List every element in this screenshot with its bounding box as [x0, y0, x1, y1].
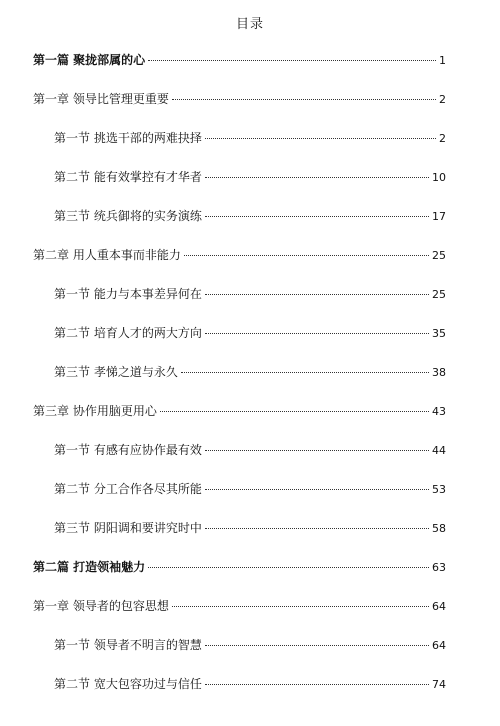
- toc-entry-page: 44: [432, 444, 446, 457]
- toc-entry-page: 2: [439, 93, 446, 106]
- toc-entry-section[interactable]: [0, 481, 500, 520]
- toc-entry-page: 64: [432, 639, 446, 652]
- toc-entry-part[interactable]: [0, 52, 500, 91]
- toc-entry-label: 第一篇 聚拢部属的心: [33, 53, 146, 67]
- toc-entry-section[interactable]: [0, 130, 500, 169]
- toc-entry-label: 第二篇 打造领袖魅力: [33, 560, 146, 574]
- toc-entry-page: 1: [439, 54, 446, 67]
- toc-entry-section[interactable]: [0, 676, 500, 715]
- toc-entry-page: 64: [432, 600, 446, 613]
- dot-leader: [205, 177, 429, 178]
- toc-entry-label: 第三章 协作用脑更用心: [33, 404, 157, 418]
- toc-entry-section[interactable]: [0, 208, 500, 247]
- toc-entry-label: 第一节 有感有应协作最有效: [54, 443, 202, 457]
- toc-entry-chapter[interactable]: [0, 598, 500, 637]
- toc-entry-label: 第一章 领导比管理更重要: [33, 92, 169, 106]
- toc-entry-page: 38: [432, 366, 446, 379]
- page-title: 目录: [235, 17, 264, 32]
- dot-leader: [181, 372, 429, 373]
- toc-entry-label: 第一章 领导者的包容思想: [33, 599, 169, 613]
- toc-entry-section[interactable]: [0, 286, 500, 325]
- dot-leader: [205, 216, 429, 217]
- dot-leader: [172, 606, 429, 607]
- toc-entry-section[interactable]: [0, 442, 500, 481]
- dot-leader: [184, 255, 429, 256]
- toc-entry-page: 43: [432, 405, 446, 418]
- toc-entry-label: 第二节 宽大包容功过与信任: [54, 677, 202, 691]
- toc-entry-page: 25: [432, 288, 446, 301]
- toc-entry-page: 35: [432, 327, 446, 340]
- toc-entry-page: 63: [432, 561, 446, 574]
- toc-entry-label: 第二节 分工合作各尽其所能: [54, 482, 202, 496]
- toc-entry-label: 第二节 培育人才的两大方向: [54, 326, 202, 340]
- dot-leader: [205, 294, 429, 295]
- toc-entry-section[interactable]: [0, 364, 500, 403]
- toc-entry-chapter[interactable]: [0, 403, 500, 442]
- dot-leader: [205, 489, 429, 490]
- toc-entry-label: 第三节 统兵御将的实务演练: [54, 209, 202, 223]
- dot-leader: [205, 333, 429, 334]
- dot-leader: [205, 645, 429, 646]
- toc-entry-label: 第一节 能力与本事差异何在: [54, 287, 202, 301]
- toc-entry-section[interactable]: [0, 520, 500, 559]
- toc-entry-page: 17: [432, 210, 446, 223]
- dot-leader: [160, 411, 429, 412]
- toc-entry-label: 第一节 挑选干部的两难抉择: [54, 131, 202, 145]
- toc-entry-label: 第一节 领导者不明言的智慧: [54, 638, 202, 652]
- toc-entry-label: 第三节 孝悌之道与永久: [54, 365, 178, 379]
- toc-entry-section[interactable]: [0, 637, 500, 676]
- toc-entry-section[interactable]: [0, 325, 500, 364]
- toc-entry-page: 58: [432, 522, 446, 535]
- dot-leader: [205, 138, 436, 139]
- toc-entry-label: 第三节 阴阳调和要讲究时中: [54, 521, 202, 535]
- toc-entry-label: 第二节 能有效掌控有才华者: [54, 170, 202, 184]
- toc-entry-label: 第二章 用人重本事而非能力: [33, 248, 181, 262]
- toc-entry-page: 25: [432, 249, 446, 262]
- dot-leader: [205, 450, 429, 451]
- toc-entry-page: 53: [432, 483, 446, 496]
- toc-entry-page: 74: [432, 678, 446, 691]
- toc-entry-section[interactable]: [0, 169, 500, 208]
- dot-leader: [172, 99, 436, 100]
- dot-leader: [205, 684, 429, 685]
- dot-leader: [148, 60, 436, 61]
- toc-entry-chapter[interactable]: [0, 247, 500, 286]
- dot-leader: [148, 567, 429, 568]
- toc-entry-chapter[interactable]: [0, 91, 500, 130]
- toc-entry-part[interactable]: [0, 559, 500, 598]
- toc-entry-page: 10: [432, 171, 446, 184]
- dot-leader: [205, 528, 429, 529]
- toc-list: [0, 52, 500, 715]
- toc-entry-page: 2: [439, 132, 446, 145]
